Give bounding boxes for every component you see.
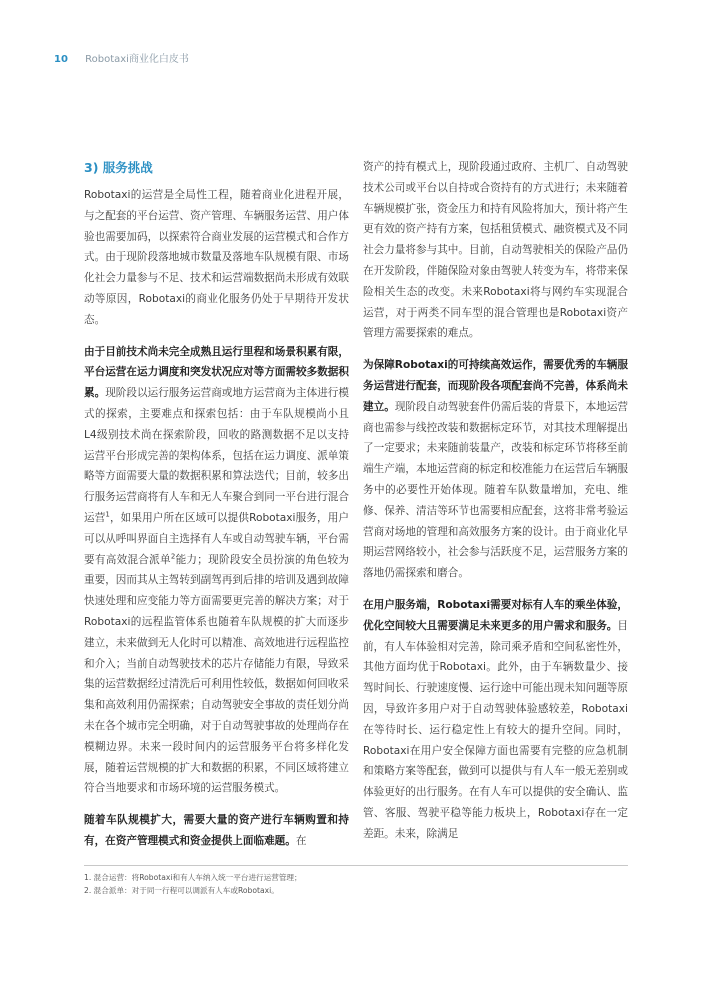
footnote-ref: 1 bbox=[105, 510, 110, 519]
footnote: 1. 混合运营：将Robotaxi和有人车纳入统一平台进行运营管理； bbox=[84, 873, 302, 882]
paragraph-lead: 随着车队规模扩大，需要大量的资产进行车辆购置和持有，在资产管理模式和资金提供上面临难题。 bbox=[84, 814, 349, 847]
paragraph-text: 在 bbox=[295, 834, 307, 847]
section-title: 3) 服务挑战 bbox=[84, 160, 153, 175]
paragraph-text: ，如果用户所在区域可以提供Robotaxi服务，用户可以从呼叫界面自主选择有人车或自动驾驶车辆，平台需要有高效混合派单 bbox=[84, 511, 349, 566]
footnote-ref: 2 bbox=[170, 552, 176, 561]
left-column bbox=[84, 157, 349, 863]
paragraph: 资产的持有模式上，现阶段通过政府、主机厂、自动驾驶技术公司或平台以自持或合资持有的方式进行；未来随着车辆规模扩张，资金压力和持有风险将加大，预计将产生更有效的资产持有方案，包括租赁模式、融资模式及不同社会力量将参与其中。目前，自动驾驶相关的保险产品仍在开发阶段，伴随保险对象由驾驶人转变为车，将带来保险相关生态的改变。未来Robotaxi将与网约车实现混合运营，对于两类不同车型的混合管理也是Robotaxi资产管理方需要探索的难点。 bbox=[363, 161, 628, 340]
paragraph-lead: 为保障Robotaxi的可持续高效运作，需要优秀的车辆服务运营进行配套，而现阶段各项配套尚不完善，体系尚未建立。 bbox=[363, 359, 628, 413]
footnote: 2. 混合派单：对于同一行程可以调派有人车或Robotaxi。 bbox=[84, 886, 279, 895]
paragraph-text: 现阶段自动驾驶套件仍需后装的背景下，本地运营商也需参与线控改装和数据标定环节，对其技术理解提出了一定要求；未来随前装量产，改装和标定环节将移至前端生产端，本地运营商的标定和校准能力在运营后车辆服务中的必要性开始体现。随着车队数量增加，充电、维修、保养、清洁等环节也需要相应配套，这将非常考验运营商对场地的管理和高效服务方案的设计。由于商业化早期运营网络较小，社会参与活跃度不足，运营服务方案的落地仍需探索和磨合。 bbox=[363, 400, 629, 580]
paragraph bbox=[84, 810, 349, 852]
document-title: Robotaxi商业化白皮书 bbox=[85, 54, 189, 65]
paragraph bbox=[84, 342, 349, 800]
paragraph-text: 目前，有人车体验相对完善，除司乘矛盾和空间私密性外，其他方面均优于Robotaxi。此外，由于车辆数量少、接驾时间长、行驶速度慢、运行途中可能出现未知问题等原因，导致许多用户对于自动驾驶体验感较差，Robotaxi在等待时长、运行稳定性上有较大的提升空间。同时，Robotaxi在用户安全保障方面也需要有完整的应急机制和策略方案等配套，做到可以提供与有人车一般无差别或体验更好的出行服务。在有人车可以提供的安全确认、监管、客服、驾驶平稳等能力板块上，Robotaxi存在一定差距。未来，除满足 bbox=[363, 619, 628, 840]
page-header bbox=[54, 50, 189, 65]
page-number: 10 bbox=[54, 54, 68, 65]
right-column bbox=[363, 157, 628, 856]
footnote-divider bbox=[84, 865, 628, 866]
footnotes bbox=[84, 871, 302, 897]
paragraph-lead: 由于目前技术尚未完全成熟且运行里程和场景积累有限，平台运营在运力调度和突发状况应对等方面需较多数据积累。 bbox=[84, 345, 349, 400]
paragraph-text: 能力；现阶段安全员扮演的角色较为重要，因而其从主驾转到副驾再到后排的培训及遇到故障快速处理和应变能力等方面需要更完善的解决方案；对于Robotaxi的远程监管体系也随着车队规模的扩大而逐步建立，未来做到无人化时可以精准、高效地进行远程监控和介入；当前自动驾驶技术的芯片存储能力有限，导致采集的运营数据经过清洗后可利用性较低，数据如何回收采集和高效利用仍需探索；自动驾驶安全事故的责任划分尚未在各个城市完全明确，对于自动驾驶事故的处理尚存在模糊边界。未来一段时间内的运营服务平台将多样化发展，随着运营规模的扩大和数据的积累，不同区域将建立符合当地要求和市场环境的运营服务模式。 bbox=[84, 553, 349, 795]
paragraph: Robotaxi的运营是全局性工程，随着商业化进程开展，与之配套的平台运营、资产管理、车辆服务运营、用户体验也需要加码，以探索符合商业发展的运营模式和合作方式。由于现阶段落地城市数量及落地车队规模有限、市场化社会力量参与不足、技术和运营端数据尚未形成有效联动等原因，Robotaxi的商业化服务仍处于早期待开发状态。 bbox=[84, 189, 349, 326]
paragraph bbox=[363, 355, 628, 584]
paragraph bbox=[363, 595, 628, 845]
paragraph-lead: 在用户服务端，Robotaxi需要对标有人车的乘坐体验，优化空间较大且需要满足未来更多的用户需求和服务。 bbox=[363, 598, 628, 632]
paragraph-text: 现阶段以运行服务运营商或地方运营商为主体进行模式的探索，主要难点和探索包括：由于车队规模尚小且L4级别技术尚在探索阶段，回收的路测数据不足以支持运营平台形成完善的架构体系，包括在运力调度、派单策略等方面需要大量的数据积累和算法迭代；目前，较多出行服务运营商将有人车和无人车聚合到同一平台进行混合运营 bbox=[84, 387, 350, 524]
